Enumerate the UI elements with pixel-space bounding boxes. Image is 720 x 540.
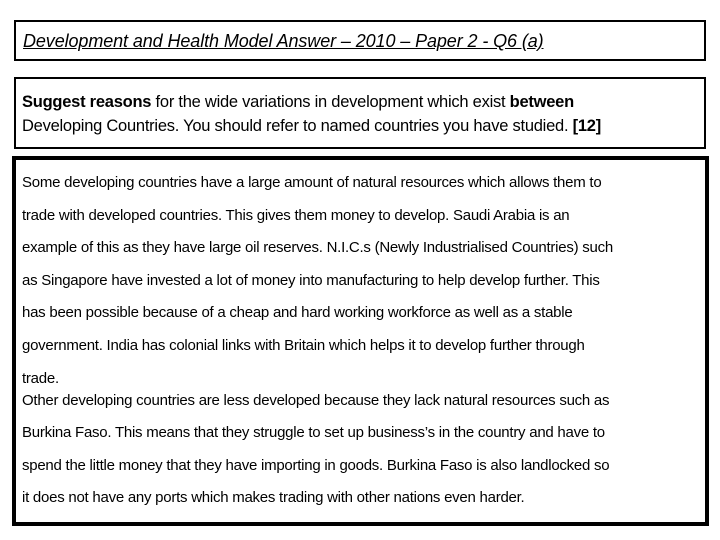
question-marks: [12] [572, 117, 601, 135]
question-text-part1: for the wide variations in development which exist [151, 93, 510, 111]
question-box [14, 77, 706, 149]
question-text-part2: Developing Countries. You should refer to named countries you have studied. [22, 117, 573, 135]
answer-line: Some developing countries have a large amount of natural resources which allows them to [22, 174, 602, 191]
answer-line: it does not have any ports which makes trading with other nations even harder. [22, 489, 525, 507]
answer-line: Other developing countries are less developed because they lack natural resources such as [22, 391, 610, 409]
page-title: Development and Health Model Answer – 2010 – Paper 2 - Q6 (a) [23, 31, 544, 51]
answer-box [12, 156, 709, 526]
answer-line: as Singapore have invested a lot of money into manufacturing to help develop further. This [22, 271, 600, 289]
question-emphasis-suggest: Suggest reasons [22, 93, 152, 111]
answer-line: government. India has colonial links with Britain which helps it to develop further through [22, 336, 585, 354]
answer-line: example of this as they have large oil reserves. N.I.C.s (Newly Industrialised Countries) such [22, 239, 613, 257]
answer-line: Burkina Faso. This means that they struggle to set up business’s in the country and have to [22, 424, 605, 442]
answer-text [22, 173, 707, 521]
answer-line: trade with developed countries. This gives them money to develop. Saudi Arabia is an [22, 206, 570, 224]
answer-line: has been possible because of a cheap and hard working workforce as well as a stable [22, 304, 573, 322]
title-box [14, 20, 706, 61]
question-text [22, 90, 702, 138]
answer-line: spend the little money that they have importing in goods. Burkina Faso is also landlocked so [22, 456, 610, 474]
question-emphasis-between: between [509, 93, 574, 111]
answer-line: trade. [22, 369, 59, 387]
